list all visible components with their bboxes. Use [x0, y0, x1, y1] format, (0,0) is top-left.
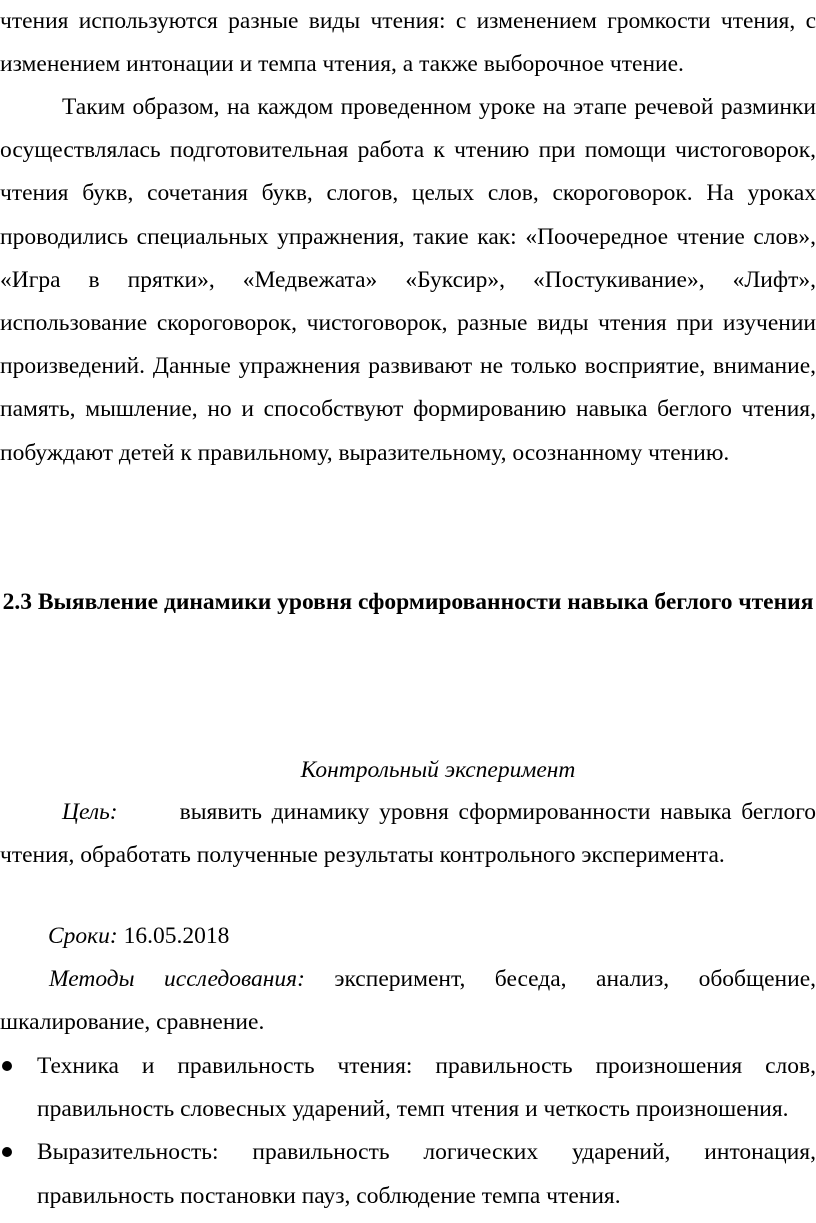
list-item-text: Техника и правильность чтения: правильность произношения слов, правильность словесных ударений, темп чтения и четкость произношения.: [37, 1053, 816, 1123]
bullet-icon: [2, 1147, 12, 1157]
paragraph-continuation: [0, 0, 816, 86]
paragraph-text: чтения используются разные виды чтения: с изменением громкости чтения, с изменением интонации и темпа чтения, а также выборочное чтение.: [0, 8, 816, 78]
methods-label: Методы исследования:: [49, 966, 305, 992]
bullet-icon: [2, 1061, 12, 1071]
methods-text: эксперимент, беседа, анализ, обобщение, шкалирование, сравнение.: [0, 966, 816, 1036]
section-subheading: Контрольный эксперимент: [300, 757, 576, 783]
terms-label: Сроки:: [48, 923, 118, 949]
paragraph-text: Таким образом, на каждом проведенном уроке на этапе речевой разминки осуществлялась подготовительная работа к чтению при помощи чистоговорок, чтения букв, сочетания букв, слогов, целых слов, скороговорок. На уроках проводились специальных упражнения, такие как: «Поочередное чтение слов», «Игра в прятки», «Медвежата» «Буксир», «Постукивание», «Лифт», использование скороговорок, чистоговорок, разные виды чтения при изучении произведений. Данные упражнения развивают не только восприятие, внимание, память, мышление, но и способствуют формированию навыка беглого чтения, побуждают детей к правильному, выразительному, осознанному чтению.: [0, 94, 816, 466]
goal-paragraph: [0, 791, 816, 877]
section-heading: 2.3 Выявление динамики уровня сформированности навыка беглого чтения: [2, 589, 814, 615]
terms-line: [48, 915, 229, 958]
paragraph-summary: [0, 86, 816, 475]
list-item: [0, 1131, 816, 1217]
goal-text: выявить динамику уровня сформированности навыка беглого чтения, обработать полученные результаты контрольного эксперимента.: [0, 799, 816, 869]
list-item: [0, 1045, 816, 1131]
criteria-list: [0, 1045, 816, 1218]
methods-paragraph: [0, 958, 816, 1044]
list-item-text: Выразительность: правильность логических ударений, интонация, правильность постановки пауз, соблюдение темпа чтения.: [37, 1139, 816, 1209]
terms-value: 16.05.2018: [123, 923, 230, 949]
goal-label: Цель:: [62, 799, 118, 825]
